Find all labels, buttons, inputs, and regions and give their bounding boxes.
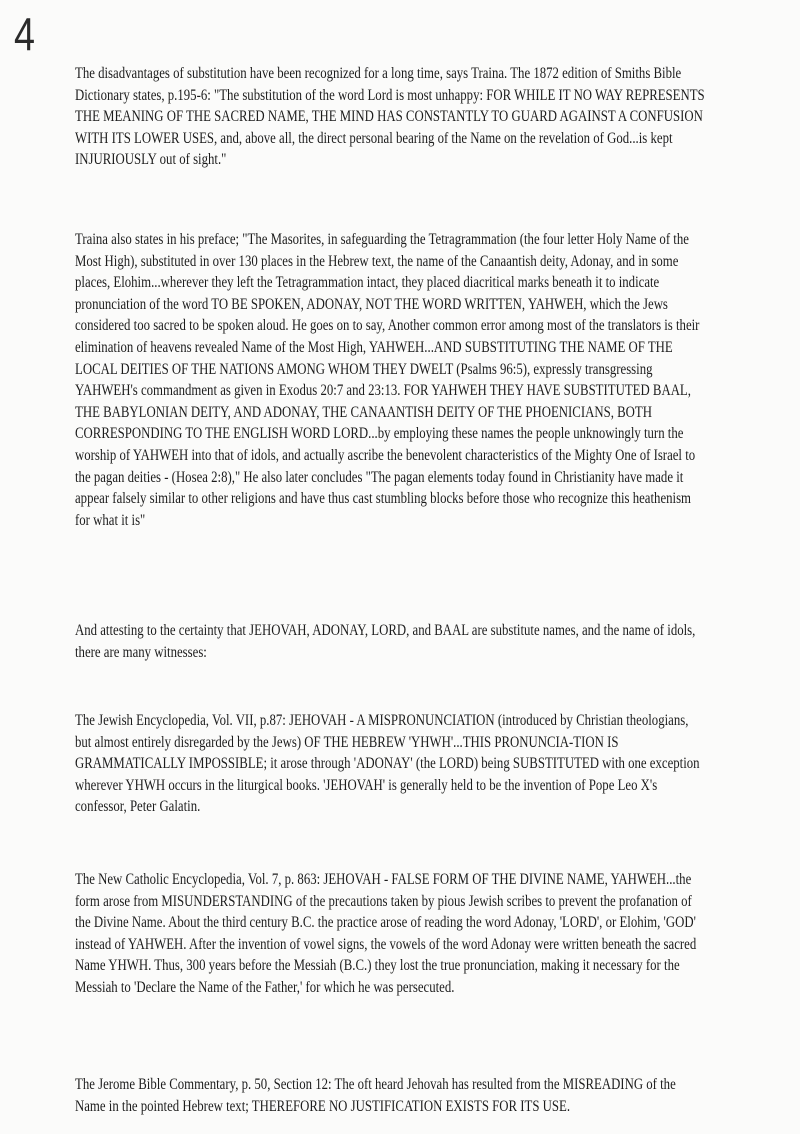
page-number: 4 [14, 8, 35, 60]
paragraph-witnesses-intro: And attesting to the certainty that JEHOVAH, ADONAY, LORD, and BAAL are substitute names, and the name of idols, there are many witnesses: [75, 622, 696, 661]
paragraph-smiths-bible-dictionary: The disadvantages of substitution have been recognized for a long time, says Traina. The 1872 edition of Smiths Bible Dictionary states, p.195-6: "The substitution of the word Lord is most unhappy: FOR WHILE IT NO WAY REPRESENTS THE MEANING OF THE SACRED NAME, THE MIND HAS CONSTANTLY TO GUARD AGAINST A CONFUSION WITH ITS LOWER USES, and, above all, the direct personal bearing of the Name on the revelation of God...is kept INJURIOUSLY out of sight." [75, 65, 705, 169]
paragraph-jewish-encyclopedia: The Jewish Encyclopedia, Vol. VII, p.87: JEHOVAH - A MISPRONUNCIATION (introduced by Christian theologians, but almost entirely disregarded by the Jews) OF THE HEBREW 'YHWH'...THIS PRONUNCIA-TION IS GRAMMATICALLY IMPOSSIBLE; it arose through 'ADONAY' (the LORD) being SUBSTITUTED with one exception wherever YHWH occurs in the liturgical books. 'JEHOVAH' is generally held to be the invention of Pope Leo X's confessor, Peter Galatin. [75, 712, 700, 816]
paragraph-jerome-bible-commentary: The Jerome Bible Commentary, p. 50, Section 12: The oft heard Jehovah has resulted from the MISREADING of the Name in the pointed Hebrew text; THEREFORE NO JUSTIFICATION EXISTS FOR ITS USE. [75, 1076, 676, 1115]
paragraph-traina-preface: Traina also states in his preface; "The Masorites, in safeguarding the Tetragrammation (the four letter Holy Name of the Most High), substituted in over 130 places in the Hebrew text, the name of the Canaantish deity, Adonay, and in some places, Elohim...wherever they left the Tetragrammation intact, they placed diacritical marks beneath it to indicate pronunciation of the word TO BE SPOKEN, ADONAY, NOT THE WORD WRITTEN, YAHWEH, which the Jews considered too sacred to be spoken aloud. He goes on to say, Another common error among most of the translators is their elimination of heavens revealed Name of the Most High, YAHWEH...AND SUBSTITUTING THE NAME OF THE LOCAL DEITIES OF THE NATIONS AMONG WHOM THEY DWELT (Psalms 96:5), expressly transgressing YAHWEH's commandment as given in Exodus 20:7 and 23:13. FOR YAHWEH THEY HAVE SUBSTITUTED BAAL, THE BABYLONIAN DEITY, AND ADONAY, THE CANAANTISH DEITY OF THE PHOENICIANS, BOTH CORRESPONDING TO THE ENGLISH WORD LORD...by employing these names the people unknowingly turn the worship of YAHWEH into that of idols, and actually ascribe the benevolent characteristics of the Mighty One of Israel to the pagan deities - (Hosea 2:8)," He also later concludes "The pagan elements today found in Christianity have made it appear falsely similar to other religions and have thus cast stumbling blocks before those who recognize this heathenism for what it is" [75, 231, 700, 529]
paragraph-new-catholic-encyclopedia: The New Catholic Encyclopedia, Vol. 7, p. 863: JEHOVAH - FALSE FORM OF THE DIVINE NAME, YAHWEH...the form arose from MISUNDERSTANDING of the precautions taken by pious Jewish scribes to prevent the profanation of the Divine Name. About the third century B.C. the practice arose of reading the word Adonay, 'LORD', or Elohim, 'GOD' instead of YAHWEH. After the invention of vowel signs, the vowels of the word Adonay were written beneath the sacred Name YHWH. Thus, 300 years before the Messiah (B.C.) they lost the true pronunciation, making it necessary for the Messiah to 'Declare the Name of the Father,' for which he was persecuted. [75, 871, 697, 996]
